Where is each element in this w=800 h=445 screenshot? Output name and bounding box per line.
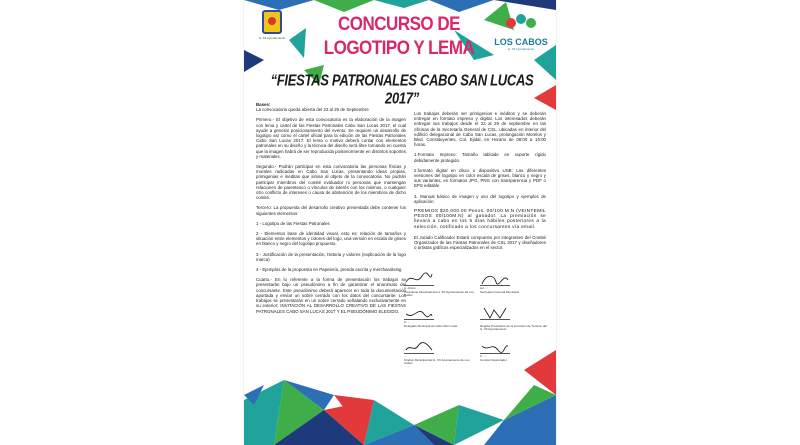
requirement-2: 2.formato digital en disco o dispositivo USB: Las diferentes versiones del logotipo en color escala de grises, blanco y negro y sus variantes, en formatos JPG, PNG con transparencia y PDF o EPS editable xyxy=(414,167,546,189)
tercero-paragraph: Tercero: La propuesta del desarrollo creativo presentada debe contener los siguientes elementos: xyxy=(256,205,406,216)
requirement-1: 1.Formato Impreso: Tamaño tabloide en soporte rígido debidamente protegido. xyxy=(414,152,546,163)
los-cabos-logo xyxy=(490,14,552,56)
signature-mark xyxy=(480,272,510,286)
title-line-2: LOGOTIPO Y LEMA xyxy=(323,36,475,59)
people-icon xyxy=(506,14,536,34)
segundo-paragraph: Segundo.- Podrán participar en esta convocatoria las personas físicas y morales radicadas en Cabo San Lucas, presentando ideas propias, primigenias e inéditas que sirvan al objeto de la convocatoria. No podrán participar miembros del comité evaluador ni personas que mantengan relaciones de parentesco o vínculos de interés con los mismos, o cualquier otro conflicto de intereses o causa de abstención de los miembros de dicho comité. xyxy=(256,164,406,201)
signature-1: C. Arturo ... Presidente Municipal del H. XII Ayuntamiento de Los Cabos xyxy=(404,272,474,298)
left-column xyxy=(256,102,406,319)
left-logo-caption: H. XII Ayuntamiento xyxy=(258,36,286,40)
primero-paragraph: Primero.- El objetivo de esta convocatoria es la elaboración de la imagen con lema y cartel de las Fiestas Patronales Cabo San Lucas 2017, el cual ayude a generar posicionamiento del evento. Se requiere un desarrollo de logotipo así como el cartel oficial para la edición de las Fiestas Patronales Cabo San Lucas 2017. El lema o motivo deberá contar con elementos patronales en su diseño y la técnica del diseño será libre tomando en cuenta que la imagen habrá de ser reproducida posteriormente en distintos soportes y materiales. xyxy=(256,117,406,159)
signature-mark xyxy=(480,306,510,320)
jury-paragraph: El Jurado Calificador Estará compuesto por integrantes del Comité Organizador de las Fiestas Patronales de CSL 2017 y diseñadores o artistas gráficos especializados en el sector. xyxy=(414,234,546,251)
right-column xyxy=(414,111,546,255)
title-line-1: CONCURSO DE xyxy=(337,12,460,35)
signature-mark xyxy=(404,340,434,354)
signature-mark xyxy=(480,340,510,354)
signature-2: Lic. ... Secretario General Municipal xyxy=(480,272,550,294)
item-3: 3 - Justificación de la presentación, historia y valores (explicación de la logo marca) xyxy=(256,251,406,262)
poster xyxy=(244,0,556,445)
event-title: “FIESTAS PATRONALES CABO SAN LUCAS 2017” xyxy=(270,71,534,107)
signature-3: C. ... Delegado Municipal de Cabo San Lucas xyxy=(404,306,474,328)
coat-of-arms-icon xyxy=(262,10,282,34)
item-2: 2 - Elementos base de identidad visual, esto es: relación de tamaños y situación entre elementos y colores del logo, una versión en escala de grises en blanco y negro del logotipo propuesto. xyxy=(256,231,406,247)
signature-5: ... Síndico Municipal del H. XII Ayuntamiento de Los Cabos xyxy=(404,340,474,366)
bases-heading: Bases: xyxy=(256,102,271,107)
item-1: 1 - Logotipo de las Fiestas Patronales xyxy=(256,220,330,226)
signature-mark xyxy=(404,306,434,320)
signature-6: C. ... Comité Organizador xyxy=(480,340,550,362)
signature-mark xyxy=(404,272,434,286)
signature-4: ... Regidor Presidente de la Comisión de Turismo del H. XII Ayuntamiento xyxy=(480,306,550,332)
prize-paragraph: PREMIOS $20,000.00 Pesos, 00/100 M.N (VEINTEMIL PESOS 00/100M.N) al ganador. La premiación se llevará a cabo en los 5 días hábiles posteriores a la selección, notificado a los concursantes vía email. xyxy=(414,209,546,230)
los-cabos-subtitle: H. XII Ayuntamiento xyxy=(507,47,535,51)
intro-paragraph: Los trabajos deberán ser primigenios e inéditos y se deberán entregar en formato impreso y digital. Los interesados deberán entregar sus trabajos desde el 22 al 29 de septiembre en las oficinas de la Secretaría General de CSL, ubicadas en interior del edificio delegacional de Cabo San Lucas, prolongación Morelos y Blvd. Constituyentes, Col. Ejidal, en Horario de 08:00 a 15:00 horas. xyxy=(414,111,546,148)
bases-text: La convocatoria queda abierta del 22 al 29 de Septiembre xyxy=(256,107,369,113)
item-4: 4 - Ejemplos de la propuesta en Papelería, prenda escrita y merchandising xyxy=(256,267,402,273)
los-cabos-name: LOS CABOS xyxy=(494,37,548,47)
cuarto-paragraph: Cuarto.- En lo referente a la forma de presentación los trabajos se presentarán bajo un pseudónimo a fin de garantizar el anonimato del concursante. Este pseudónimo deberá aparecer en toda la documentación aportada y enviar un sobre cerrado con los datos del concursante. Los trabajos se presentarán en un sobre cerrado señalando exclusivamente en su exterior: INVITACIÓN AL DESARROLLO CREATIVO DE LAS FIESTAS PATRONALES CABO SAN LUCAS 2017 Y EL PSEUDÓNIMO ELEGIDO. xyxy=(256,277,406,314)
municipality-logo xyxy=(254,10,290,64)
requirement-3: 3. Manual básico de imagen y uso del logotipo y ejemplos de aplicación xyxy=(414,193,546,204)
signatures-block xyxy=(404,272,550,372)
